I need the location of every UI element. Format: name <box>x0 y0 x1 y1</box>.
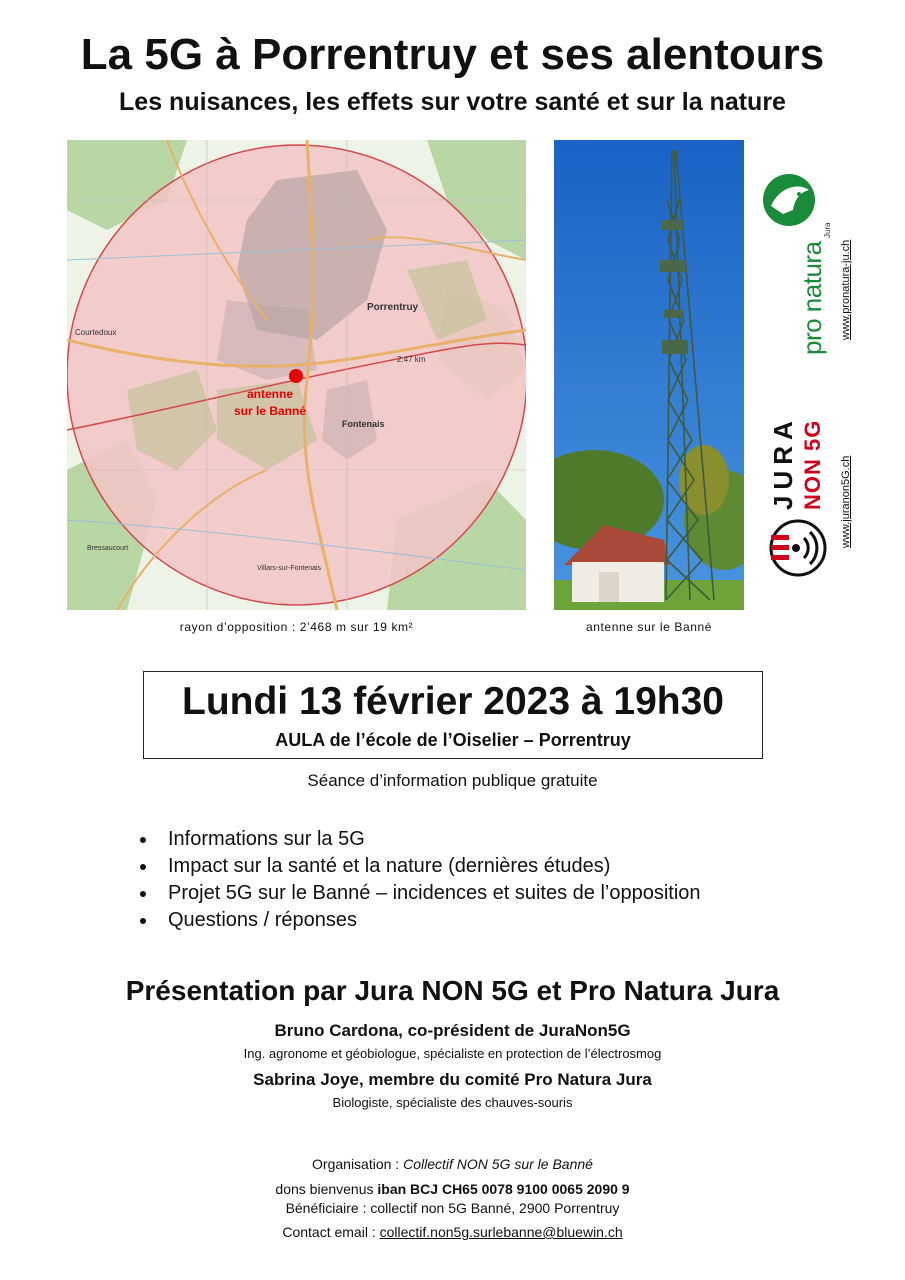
juranon5g-url[interactable]: www.juranon5G.ch <box>840 455 852 548</box>
place-porrentruy: Porrentruy <box>367 302 419 313</box>
topic-text: Impact sur la santé et la nature (dernières études) <box>168 855 611 877</box>
presentation-heading: Présentation par Jura NON 5G et Pro Natura Jura <box>125 975 780 1006</box>
event-box <box>143 671 763 759</box>
contact-label: Contact email : <box>282 1224 380 1240</box>
list-item <box>140 880 701 907</box>
place-bressaucourt: Bressaucourt <box>87 545 129 552</box>
topics-list <box>140 826 701 934</box>
pronatura-name: pro natura <box>797 241 827 355</box>
org-label: Organisation : <box>312 1156 404 1172</box>
contact-line <box>0 1224 905 1240</box>
list-item <box>140 826 701 853</box>
speaker-1-role: Ing. agronome et géobiologue, spécialiste en protection de l’électrosmog <box>243 1046 662 1061</box>
bullet-icon <box>140 837 146 843</box>
bullet-icon <box>140 918 146 924</box>
contact-email-link[interactable]: collectif.non5g.surlebanne@bluewin.ch <box>379 1224 623 1240</box>
bullet-icon <box>140 891 146 897</box>
marker-label-line1: antenne <box>246 387 294 401</box>
jura-word: JURA <box>768 415 798 510</box>
antenna-marker <box>289 369 303 383</box>
list-item <box>140 907 701 934</box>
photo-caption: antenne sur le Banné <box>585 620 713 634</box>
place-courtedoux: Courtedoux <box>75 328 117 337</box>
speaker-2-role: Biologiste, spécialiste des chauves-souris <box>332 1095 573 1110</box>
page-subtitle: Les nuisances, les effets sur votre santé et sur la nature <box>119 88 786 116</box>
no-signal-icon <box>768 518 828 578</box>
organisation-line <box>0 1156 905 1172</box>
don-label: dons bienvenus <box>275 1181 378 1197</box>
opposition-map <box>67 140 526 610</box>
topic-text: Projet 5G sur le Banné – incidences et suites de l’opposition <box>168 882 701 904</box>
iban: iban BCJ CH65 0078 9100 0065 2090 9 <box>377 1181 630 1197</box>
topic-text: Questions / réponses <box>168 909 357 931</box>
page-title: La 5G à Porrentruy et ses alentours <box>80 30 825 79</box>
pronatura-url[interactable]: www.pronatura-ju.ch <box>840 239 852 340</box>
place-villars: Villars-sur-Fontenais <box>257 565 322 572</box>
org-name: Collectif NON 5G sur le Banné <box>403 1156 593 1172</box>
marker-label-line2: sur le Banné <box>233 404 307 418</box>
donation-line <box>0 1181 905 1197</box>
juranon5g-logo <box>768 410 838 580</box>
event-place: AULA de l’école de l’Oiselier – Porrentruy <box>275 730 631 750</box>
event-date: Lundi 13 février 2023 à 19h30 <box>182 680 724 723</box>
pronatura-logo <box>757 170 837 360</box>
topic-text: Informations sur la 5G <box>168 828 365 850</box>
speaker-1-name: Bruno Cardona, co-président de JuraNon5G <box>274 1021 631 1040</box>
map-caption: rayon d’opposition : 2’468 m sur 19 km² <box>179 620 414 634</box>
ibex-icon <box>759 170 819 230</box>
bullet-icon <box>140 864 146 870</box>
place-fontenais: Fontenais <box>342 419 385 429</box>
speaker-2-name: Sabrina Joye, membre du comité Pro Natura Jura <box>253 1070 652 1089</box>
non5g-word: NON 5G <box>800 419 825 510</box>
event-subtitle: Séance d’information publique gratuite <box>307 771 598 790</box>
distance-label: 2.47 km <box>397 355 426 364</box>
pronatura-region: Jura <box>823 222 832 238</box>
antenna-photo <box>554 140 744 610</box>
list-item <box>140 853 701 880</box>
beneficiary-line: Bénéficiaire : collectif non 5G Banné, 2900 Porrentruy <box>285 1200 620 1216</box>
